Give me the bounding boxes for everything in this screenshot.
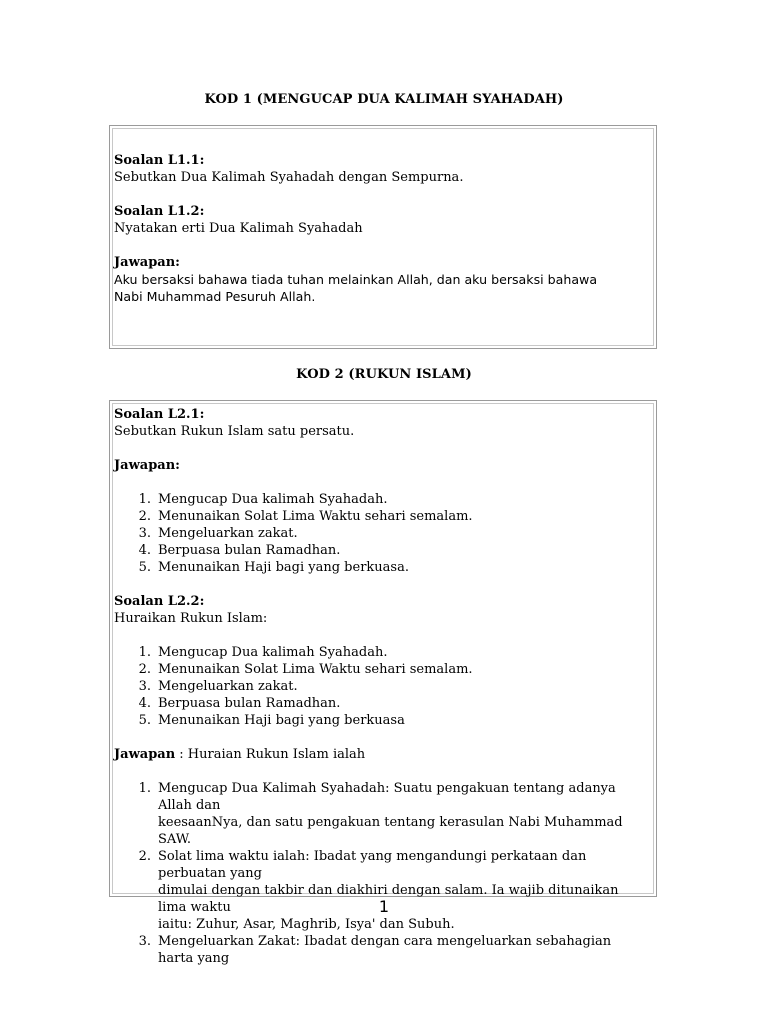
list-item [114, 678, 650, 695]
list-item-text: Mengucap Dua kalimah Syahadah. [158, 645, 388, 660]
list-item-text: keesaanNya, dan satu pengakuan tentang kerasulan Nabi Muhammad SAW. [158, 815, 623, 847]
kod2-question1-label: Soalan L2.1: [114, 407, 205, 422]
list-item-text: Solat lima waktu ialah: Ibadat yang mengandungi perkataan dan perbuatan yang [158, 849, 587, 881]
list-item-number: 2. [138, 849, 151, 864]
list-item [114, 644, 650, 661]
list-item [114, 712, 650, 729]
list-item-number: 4. [138, 696, 151, 711]
list-item-text: iaitu: Zuhur, Asar, Maghrib, Isya' dan Subuh. [158, 917, 455, 932]
list-item [114, 661, 650, 678]
list-item [114, 695, 650, 712]
page-number: 1 [378, 897, 390, 916]
list-item-number: 2. [138, 662, 151, 677]
list-item-text: Berpuasa bulan Ramadhan. [158, 543, 341, 558]
list-item-number: 1. [138, 645, 151, 660]
kod1-question2-text: Nyatakan erti Dua Kalimah Syahadah [114, 221, 363, 236]
list-item-number: 5. [138, 713, 151, 728]
kod1-question1-text: Sebutkan Dua Kalimah Syahadah dengan Sempurna. [114, 170, 464, 185]
list-item-number: 3. [138, 934, 151, 949]
list-item [114, 491, 650, 508]
list-item [114, 559, 650, 576]
kod1-box [109, 125, 657, 349]
list-item-number: 2. [138, 509, 151, 524]
list-item-text: Menunaikan Haji bagi yang berkuasa. [158, 560, 409, 575]
list-item-text: Menunaikan Haji bagi yang berkuasa [158, 713, 405, 728]
kod2-answer1-label: Jawapan: [114, 458, 180, 473]
kod1-heading: KOD 1 (MENGUCAP DUA KALIMAH SYAHADAH) [204, 92, 564, 107]
kod1-answer-line: Aku bersaksi bahawa tiada tuhan melainkan Allah, dan aku bersaksi bahawa [114, 272, 598, 287]
kod2-answer2-label: Jawapan [114, 747, 176, 762]
kod2-answer2-line [114, 746, 650, 763]
kod2-answer1-list [114, 491, 650, 576]
kod2-content [114, 406, 650, 967]
kod1-question1-label: Soalan L1.1: [114, 153, 205, 168]
kod2-answer2-text: : Huraian Rukun Islam ialah [175, 747, 366, 762]
list-item-number: 1. [138, 781, 151, 796]
list-item-text: Mengucap Dua kalimah Syahadah. [158, 492, 388, 507]
list-item-text: dimulai dengan takbir dan diakhiri dengan salam. Ia wajib ditunaikan lima waktu [158, 883, 619, 915]
list-item-text: Mengucap Dua Kalimah Syahadah: Suatu pengakuan tentang adanya Allah dan [158, 781, 616, 813]
list-item-text: Mengeluarkan Zakat: Ibadat dengan cara mengeluarkan sebahagian harta yang [158, 934, 612, 966]
kod2-question2-list [114, 644, 650, 729]
kod2-answer2-list [114, 780, 650, 967]
list-item-number: 1. [138, 492, 151, 507]
list-item-text: Menunaikan Solat Lima Waktu sehari semalam. [158, 662, 473, 677]
list-item-text: Mengeluarkan zakat. [158, 679, 298, 694]
list-item [114, 508, 650, 525]
list-item [114, 542, 650, 559]
kod1-content [114, 152, 650, 305]
kod2-heading: KOD 2 (RUKUN ISLAM) [296, 367, 472, 382]
list-item-number: 5. [138, 560, 151, 575]
list-item-text: Menunaikan Solat Lima Waktu sehari semalam. [158, 509, 473, 524]
kod2-box [109, 400, 657, 966]
list-item [114, 525, 650, 542]
kod1-answer-label: Jawapan: [114, 255, 180, 270]
kod1-answer-line: Nabi Muhammad Pesuruh Allah. [114, 289, 316, 304]
list-item-text: Berpuasa bulan Ramadhan. [158, 696, 341, 711]
list-item-number: 3. [138, 679, 151, 694]
list-item [114, 780, 650, 848]
list-item [114, 933, 650, 967]
kod2-question1-text: Sebutkan Rukun Islam satu persatu. [114, 424, 355, 439]
kod1-question2-label: Soalan L1.2: [114, 204, 205, 219]
list-item [114, 848, 650, 933]
kod2-question2-label: Soalan L2.2: [114, 594, 205, 609]
list-item-number: 3. [138, 526, 151, 541]
list-item-number: 4. [138, 543, 151, 558]
kod2-question2-text: Huraikan Rukun Islam: [114, 611, 268, 626]
list-item-text: Mengeluarkan zakat. [158, 526, 298, 541]
